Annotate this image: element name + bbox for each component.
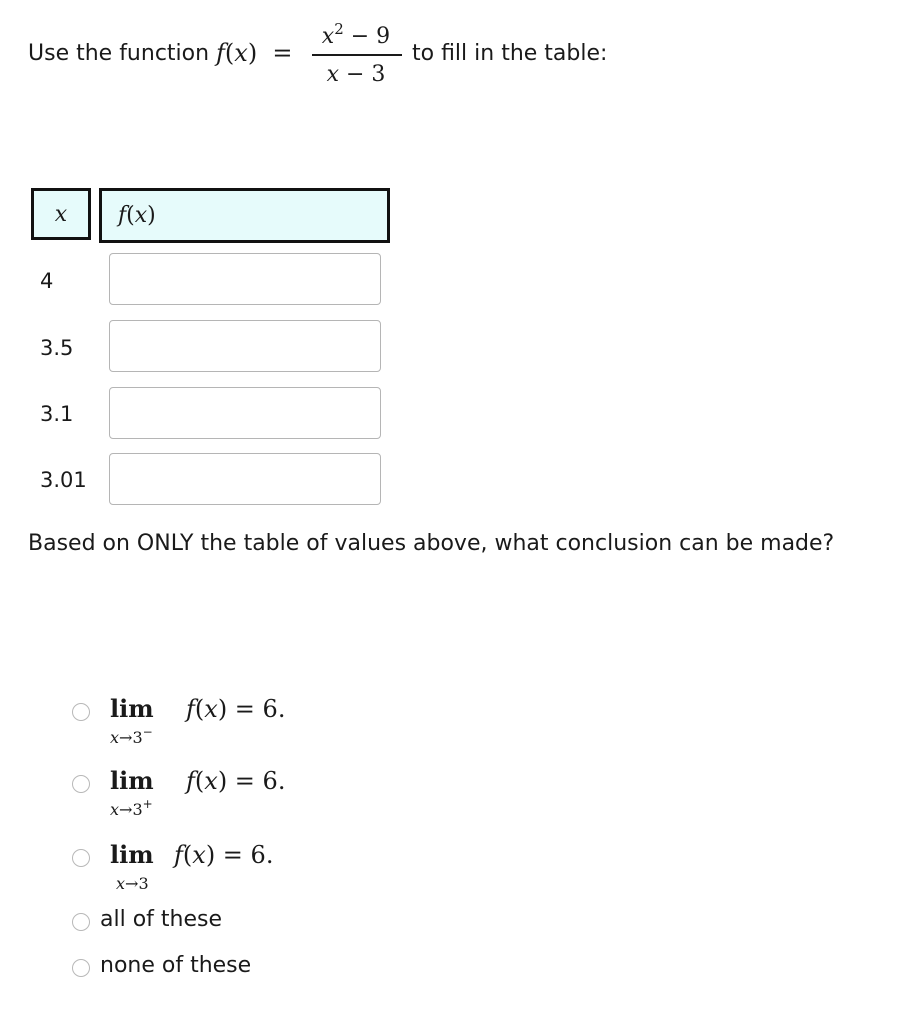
lim-subscript: x→3 [116, 874, 149, 893]
lim-subscript: x→3− [110, 725, 153, 747]
fx-input-row-3[interactable] [109, 387, 381, 439]
fraction-numerator: $x^2 - 9$ [321, 20, 391, 49]
radio-button[interactable] [72, 913, 90, 931]
fx-input-row-1[interactable] [109, 253, 381, 305]
row-x-value: 4 [40, 269, 54, 293]
fx-input-row-4[interactable] [109, 453, 381, 505]
fraction-denominator: x − 3 [326, 62, 386, 87]
lim-word: lim [110, 840, 154, 869]
lim-expression-body: f(x) = 6. [186, 695, 286, 723]
lim-expression-body: f(x) = 6. [174, 841, 274, 869]
option-label: all of these [100, 907, 222, 932]
question-text: Based on ONLY the table of values above, what conclusion can be made? [28, 531, 835, 556]
prompt-tail: to fill in the table: [412, 41, 608, 66]
table-header-fx: f ( x ) [99, 188, 390, 243]
function-lhs: f(x) = [216, 39, 293, 67]
fraction-bar [312, 54, 402, 56]
fx-input-row-2[interactable] [109, 320, 381, 372]
radio-button[interactable] [72, 703, 90, 721]
radio-button[interactable] [72, 849, 90, 867]
lim-expression-body: f(x) = 6. [186, 767, 286, 795]
row-x-value: 3.5 [40, 336, 74, 360]
lim-word: lim [110, 694, 154, 723]
lim-word: lim [110, 766, 154, 795]
radio-button[interactable] [72, 775, 90, 793]
row-x-value: 3.1 [40, 402, 74, 426]
table-header-x: x [31, 188, 91, 240]
lim-subscript: x→3+ [110, 797, 153, 819]
function-fraction [308, 14, 404, 94]
option-label: none of these [100, 953, 252, 978]
prompt-lead: Use the function [28, 41, 210, 66]
radio-button[interactable] [72, 959, 90, 977]
row-x-value: 3.01 [40, 468, 87, 492]
